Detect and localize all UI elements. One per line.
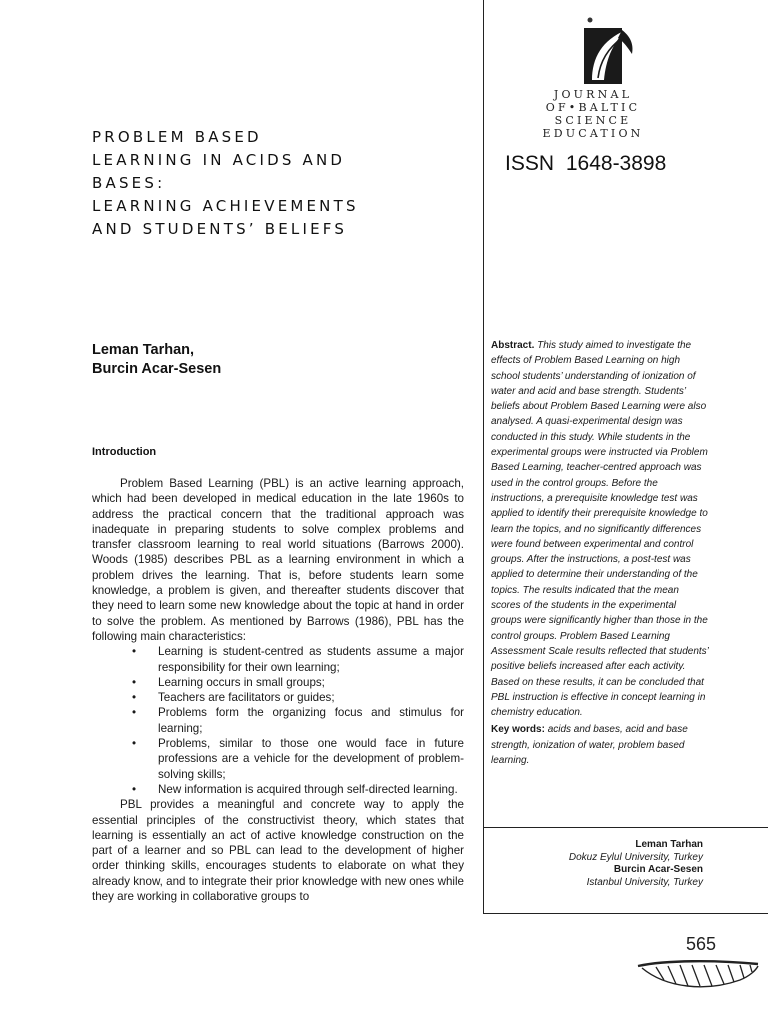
title-line: BASES: <box>92 174 166 192</box>
issn-number: ISSN 1648-3898 <box>505 152 667 175</box>
list-item-text: Teachers are facilitators or guides; <box>158 691 335 705</box>
list-item <box>132 690 464 705</box>
list-item <box>132 705 464 736</box>
author-list <box>92 341 392 379</box>
list-item <box>132 782 464 797</box>
affiliation-university: Istanbul University, Turkey <box>586 876 703 888</box>
author-name: Burcin Acar-Sesen <box>92 361 222 377</box>
keywords-label: Key words: <box>491 724 545 736</box>
list-item <box>132 644 464 675</box>
sidebar-divider <box>483 827 768 828</box>
title-line: PROBLEM BASED <box>92 128 262 146</box>
section-heading: Introduction <box>92 446 157 458</box>
list-item <box>132 675 464 690</box>
list-item-text: New information is acquired through self-directed learning. <box>158 782 458 796</box>
journal-name <box>538 88 648 140</box>
bullet-icon: • <box>132 737 137 751</box>
abstract-label: Abstract. <box>491 340 535 351</box>
title-line: LEARNING ACHIEVEMENTS <box>92 197 359 215</box>
list-item <box>132 736 464 782</box>
bullet-icon: • <box>132 782 137 796</box>
affiliation-university: Dokuz Eylul University, Turkey <box>568 851 703 863</box>
journal-name-line: OF•BALTIC <box>545 101 641 114</box>
affiliation-name: Burcin Acar-Sesen <box>613 864 703 876</box>
bullet-icon: • <box>132 675 137 689</box>
characteristics-list <box>92 644 464 797</box>
list-item-text: Learning occurs in small groups; <box>158 675 325 689</box>
page-ornament-icon <box>636 958 760 998</box>
journal-name-line: JOURNAL <box>553 88 633 101</box>
affiliation-name: Leman Tarhan <box>635 839 703 850</box>
list-item-text: Problems form the organizing focus and stimulus for learning; <box>158 706 464 735</box>
keywords-paragraph <box>491 722 709 768</box>
leaf-emblem-icon <box>578 14 638 90</box>
author-name: Leman Tarhan, <box>92 342 195 358</box>
list-item-text: Learning is student-centred as students assume a major responsibility for their own learning; <box>158 645 464 674</box>
abstract-panel <box>491 338 709 770</box>
page-number: 565 <box>685 934 716 954</box>
journal-name-line: EDUCATION <box>542 127 644 140</box>
body-text <box>92 476 464 904</box>
abstract-paragraph <box>491 338 709 720</box>
list-item-text: Problems, similar to those one would face in future professions are a vehicle for the development of problem-solving skills; <box>158 737 464 781</box>
article-title <box>92 126 472 241</box>
bullet-icon: • <box>132 706 137 720</box>
title-line: LEARNING IN ACIDS AND <box>92 151 346 169</box>
author-affiliations <box>540 839 703 889</box>
title-line: AND STUDENTS’ BELIEFS <box>92 220 348 238</box>
journal-name-line: SCIENCE <box>554 114 632 127</box>
bullet-icon: • <box>132 691 137 705</box>
bullet-icon: • <box>132 645 137 659</box>
paragraph: Problem Based Learning (PBL) is an active learning approach, which had been developed in medical education in the late 1960s to address the practical concern that the traditional approach was inadequate in preparing students to solve complex problems and transfer classroom learning to real world situations (Barrows 2000). Woods (1985) describes PBL as a learning environment in which a problem drives the learning. That is, before students learn some knowledge, a problem is given, and thereafter students discover that they need to learn some new knowledge about the topic at hand in order to solve the problem. As mentioned by Barrows (1986), PBL has the following main characteristics: <box>92 477 464 643</box>
keywords-text: acids and bases, acid and base strength, ionization of water, problem based learning. <box>491 724 688 767</box>
paragraph: PBL provides a meaningful and concrete way to apply the essential principles of the constructivist theory, which states that learning is essentially an act of active knowledge construction on the part of a learner and so PBL can lead to the development of higher order thinking skills, encourages students to elaborate on what they already know, and to integrate their prior knowledge with new ones while they are working in collaborative groups to <box>92 798 464 904</box>
abstract-text: This study aimed to investigate the effects of Problem Based Learning on high school students’ understanding of ionization of water and acid and base strength. Students’ beliefs about Problem Based Learning were also analysed. A quasi-experimental design was conducted in this study. While students in the experimental groups were instructed via Problem Based Learning, teacher-centred approach was used in the control groups. Before the instructions, a prerequisite knowledge test was applied to identify their prerequisite knowledge to learn the topics, and no significantly differences were found between experimental and control groups. After the instructions, a post-test was applied to determine their understanding of the topics. The results indicated that the mean scores of the students in the experimental groups were significantly higher than those in the control groups. Problem Based Learning Assessment Scale results reflected that students’ positive beliefs increased after each activity. Based on these results, it can be concluded that PBL instruction is effective in concept learning in chemistry education. <box>491 340 709 719</box>
